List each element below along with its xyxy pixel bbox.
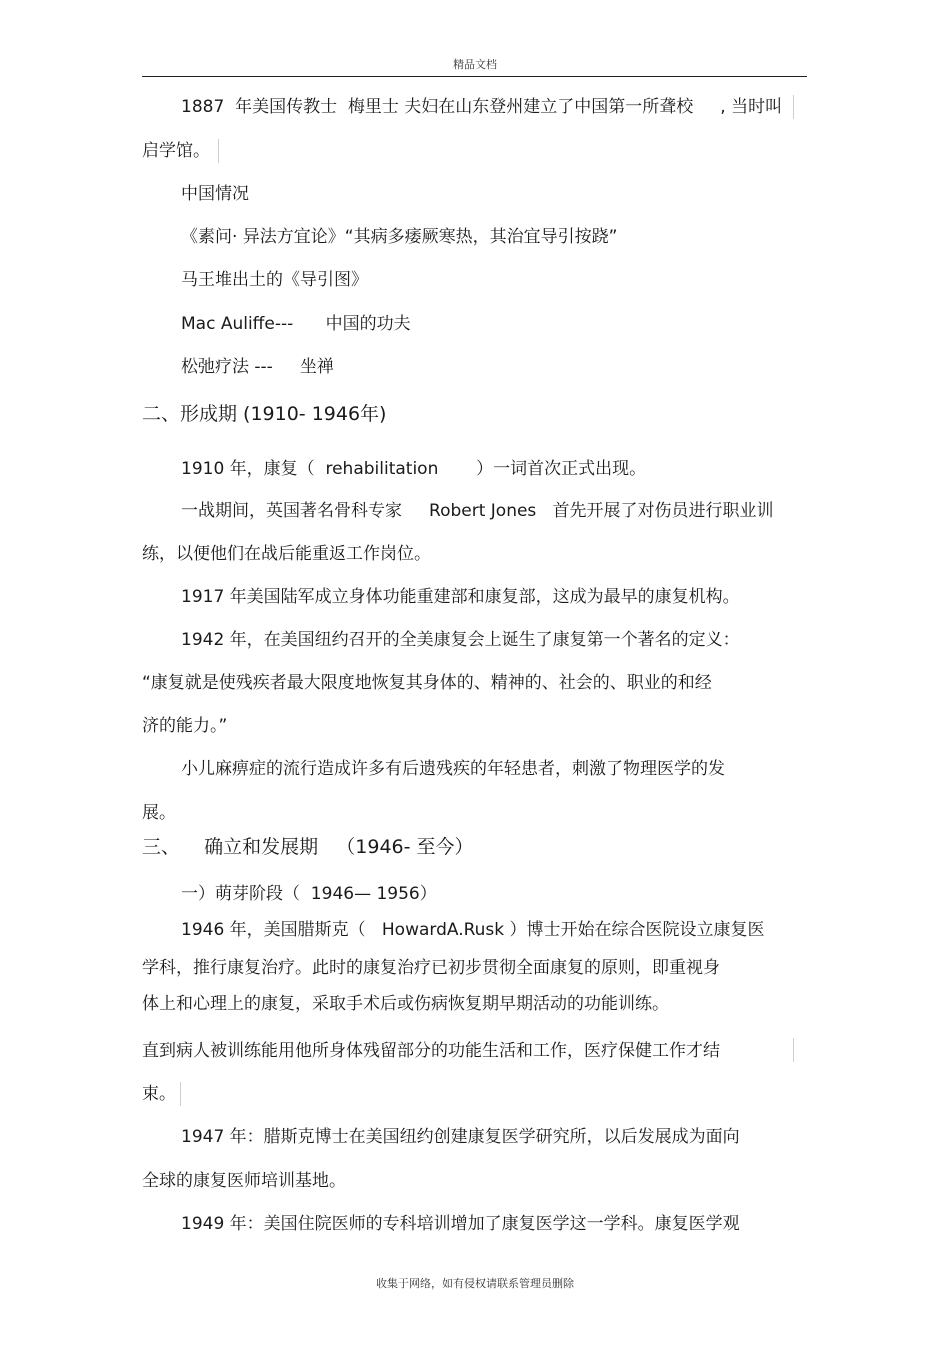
text-line: 1910 年，康复（ rehabilitation ）一词首次正式出现。 (181, 459, 647, 479)
page-header: 精品文档 (453, 58, 497, 71)
text-line: 启学馆。 (142, 141, 210, 161)
text-line: Mac Auliffe--- 中国的功夫 (181, 314, 411, 334)
text-line: 一战期间，英国著名骨科专家 Robert Jones 首先开展了对伤员进行职业训 (181, 501, 774, 521)
text-line: 马王堆出土的《导引图》 (181, 270, 368, 290)
section-heading: 二、形成期 (1910- 1946年) (142, 403, 387, 425)
text-line: 中国情况 (181, 184, 249, 204)
text-line: 小儿麻痹症的流行造成许多有后遗残疾的年轻患者，刺激了物理医学的发 (181, 759, 725, 779)
text-line: 练，以便他们在战后能重返工作岗位。 (142, 544, 431, 564)
text-line: 直到病人被训练能用他所身体残留部分的功能生活和工作，医疗保健工作才结 (142, 1041, 720, 1061)
text-line: 《素问· 异法方宜论》“其病多痿厥寒热，其治宜导引按跷” (181, 227, 618, 247)
margin-mark (793, 95, 794, 119)
text-line: 1887 年美国传教士 梅里士 夫妇在山东登州建立了中国第一所聋校 , 当时叫 (181, 97, 783, 117)
text-line: 济的能力。” (142, 716, 228, 736)
text-line: 束。 (142, 1084, 176, 1104)
text-line: 1949 年：美国住院医师的专科培训增加了康复医学这一学科。康复医学观 (181, 1214, 740, 1234)
subsection-heading: 一）萌芽阶段（ 1946— 1956） (181, 884, 437, 904)
text-line: 体上和心理上的康复，采取手术后或伤病恢复期早期活动的功能训练。 (142, 994, 669, 1014)
margin-mark (793, 1038, 794, 1062)
margin-mark (218, 139, 219, 163)
text-line: 展。 (142, 803, 176, 823)
margin-mark (180, 1082, 181, 1106)
text-line: 松弛疗法 --- 坐禅 (181, 357, 334, 377)
text-line: 1917 年美国陆军成立身体功能重建部和康复部，这成为最早的康复机构。 (181, 587, 740, 607)
text-line: 1947 年：腊斯克博士在美国纽约创建康复医学研究所，以后发展成为面向 (181, 1127, 740, 1147)
text-line: 1942 年，在美国纽约召开的全美康复会上诞生了康复第一个著名的定义： (181, 630, 740, 650)
header-divider (142, 76, 807, 77)
text-line: 1946 年，美国腊斯克（ HowardA.Rusk ）博士开始在综合医院设立康复医 (181, 920, 765, 940)
page-footer: 收集于网络，如有侵权请联系管理员删除 (376, 1277, 574, 1290)
text-line: 学科，推行康复治疗。此时的康复治疗已初步贯彻全面康复的原则，即重视身 (142, 958, 720, 978)
section-heading: 三、 确立和发展期 （1946- 至今） (142, 836, 474, 858)
text-line: 全球的康复医师培训基地。 (142, 1171, 346, 1191)
text-line: “康复就是使残疾者最大限度地恢复其身体的、精神的、社会的、职业的和经 (142, 673, 712, 693)
